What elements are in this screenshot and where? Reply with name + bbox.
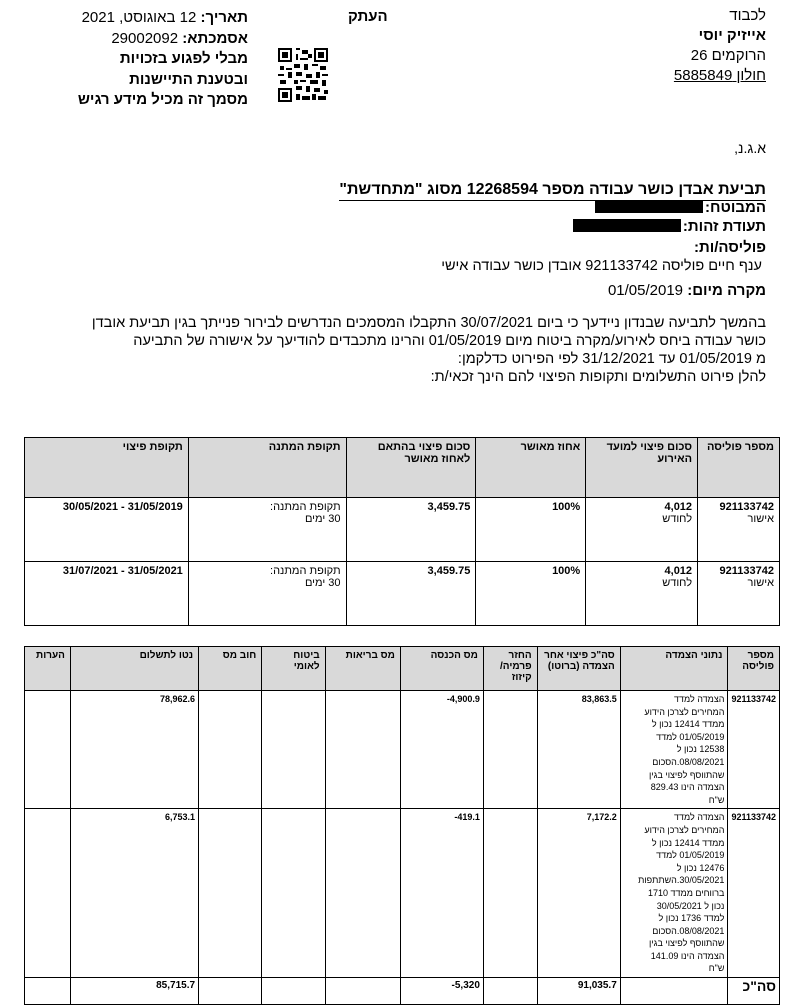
indexation-line: 08/08/2021.הסכום [652,925,725,936]
date-line [38,8,248,29]
policy-status: אישור [747,513,774,525]
tax-debt-cell [199,691,262,809]
income-tax-cell: 419.1- [400,809,483,978]
recipient-street: הרוקמים 26 [690,47,766,64]
column-header: החזר פרמיה/ קיזוז [483,647,537,691]
indexation-line: 08/08/2021.הסכום [652,756,725,767]
premium-refund-cell [483,691,537,809]
amount-value: 4,012 [664,501,693,513]
policy-cell [698,562,780,626]
indexation-line: שהתווסף לפיצוי בגין [648,938,725,949]
indexation-cell [620,691,728,809]
amount-value: 4,012 [664,565,693,577]
table-row [25,691,780,809]
notice-line-2: ובטענת התיישנות [129,70,248,88]
indexation-line: ממדד 12414 נכון ל [651,837,725,848]
health-tax-cell [325,809,400,978]
indexation-cell [620,809,728,978]
indexation-line: הצמדה למדד [673,694,725,704]
premium-refund-cell [483,809,537,978]
recipient-city-text: חולון 5885849 [673,67,766,84]
redaction-bar [573,219,681,232]
indexation-line: 12538 נכון ל [676,744,725,755]
indexation-line: ש"ח [708,963,725,974]
total-gross: 91,035.7 [537,978,620,1005]
policy-cell [698,498,780,562]
indexation-line: שהתווסף לפיצוי בגין [648,769,725,780]
column-header: סכום פיצוי למועד האירוע [586,438,698,498]
percent-cell: 100% [476,562,586,626]
net-cell: 6,753.1 [70,809,198,978]
indexation-line: 30/05/2021.השתתפות [638,875,725,886]
column-header: מספר פוליסה [698,438,780,498]
policy-label: פוליסה/ות: [693,239,766,256]
paragraph-line-2: כושר עבודה ביחס לאירוע/מקרה ביטוח מיום 01/05/2019 והרינו מתכבדים להודיעך על אישורה של התביעה [133,333,766,349]
period-cell [25,562,189,626]
greeting: א.ג.נ, [734,140,766,156]
notes-cell [25,691,71,809]
income-tax-cell: 4,900.9- [400,691,483,809]
gross-cell: 7,172.2 [537,809,620,978]
column-header: נטו לתשלום [70,647,198,691]
recipient-city [546,66,766,86]
letter-paragraph [6,314,766,386]
indexation-line: המחירים לצרכן הידוע [644,706,725,717]
net-cell: 78,962.6 [70,691,198,809]
policy-cell: 921133742 [728,809,780,978]
table-header-row [25,438,780,498]
policy-cell: 921133742 [728,691,780,809]
approved-amount-cell: 3,459.75 [346,498,476,562]
column-header: נתוני הצמדה [620,647,728,691]
tax-debt-cell [199,809,262,978]
total-income-tax: 5,320- [400,978,483,1005]
indexation-line: הצמדה הינו 141.09 [650,950,725,961]
column-header: תקופת המתנה [188,438,346,498]
waiting-cell [188,562,346,626]
policy-status: אישור [747,577,774,589]
policy-number: 921133742 [719,565,774,577]
reference-label: אסמכתא: [182,29,248,47]
total-net: 85,715.7 [70,978,198,1005]
amount-unit: לחודש [662,577,693,589]
approved-amount-cell: 3,459.75 [346,562,476,626]
waiting-cell [188,498,346,562]
notice-line-1: מבלי לפגוע בזכויות [119,50,248,67]
event-line [608,282,766,299]
redaction-bar [595,200,703,213]
column-header: מס בריאות [325,647,400,691]
column-header: מספר פוליסה [728,647,780,691]
event-value: 01/05/2019 [607,282,684,299]
waiting-label: תקופת המתנה: [270,565,341,577]
indexation-line: 12476 נכון ל [676,862,725,873]
period-value: 30/05/2021 - 31/05/2019 [62,501,183,513]
policy-number: 921133742 [719,501,774,513]
table-row [25,809,780,978]
policy-value: ענף חיים פוליסה 921133742 אובדן כושר עבודה אישי [441,258,762,274]
national-insurance-cell [262,691,325,809]
amount-cell [586,498,698,562]
indexation-line: ש"ח [708,794,725,805]
id-label: תעודת זהות: [682,218,766,235]
indexation-line: הצמדה הינו 829.43 [650,782,725,793]
compensation-table [24,437,780,626]
column-header: תקופת פיצוי [25,438,189,498]
column-header: הערות [25,647,71,691]
indexation-line: נכון ל 30/05/2021 [656,900,725,911]
gross-cell: 83,863.5 [537,691,620,809]
amount-unit: לחודש [662,513,693,525]
amount-cell [586,562,698,626]
indexation-line: המחירים לצרכן הידוע [644,824,725,835]
percent-cell: 100% [476,498,586,562]
column-header: מס הכנסה [400,647,483,691]
indexation-line: הצמדה למדד [673,812,725,823]
insured-label: המבוטח: [705,199,766,216]
indexation-line: ממדד 12414 נכון ל [651,719,725,730]
column-header: חוב מס [199,647,262,691]
column-header: ביטוח לאומי [262,647,325,691]
indexation-line: 01/05/2019 למדד [656,850,725,861]
id-line [573,218,766,235]
column-header: סכום פיצוי בהתאם לאחוז מאושר [346,438,476,498]
indexation-line: 01/05/2019 למדד [656,731,725,742]
reference-value: 29002092 [111,29,179,47]
paragraph-line-3: מ 01/05/2019 עד 31/12/2021 לפי הפירוט כדלקמן: [457,351,766,367]
waiting-value: 30 ימים [304,513,341,525]
total-label: סה"כ [728,978,780,1005]
date-label: תאריך: [200,9,248,26]
indexation-line: ברווחים ממדד 1710 [648,887,725,898]
qr-code-icon [278,48,328,102]
national-insurance-cell [262,809,325,978]
notice-line-3: מסמך זה מכיל מידע רגיש [77,91,248,108]
recipient-address [546,6,766,86]
table-row [25,562,780,626]
table-header-row [25,647,780,691]
paragraph-line-1: בהמשך לתביעה שבנדון ניידעך כי ביום 30/07/2021 התקבלו המסמכים הנדרשים לבירור פנייתך בגין תביעת אובדן [91,315,766,331]
waiting-label: תקופת המתנה: [270,501,341,513]
paragraph-line-4: להלן פירוט התשלומים ותקופות הפיצוי להם הינך זכאי/ת: [430,369,766,385]
copy-label: העתק [348,8,388,25]
letter-subject: תביעת אבדן כושר עבודה מספר 12268594 מסוג "מתחדשת" [339,181,766,201]
reference-line [38,29,248,50]
period-cell [25,498,189,562]
column-header: אחוז מאושר [476,438,586,498]
waiting-value: 30 ימים [304,577,341,589]
recipient-to-label: לכבוד [729,7,766,24]
table-row [25,498,780,562]
event-label: מקרה מיום: [687,282,766,299]
document-meta [38,8,248,111]
date-value: 12 באוגוסט, 2021 [81,9,197,26]
column-header: סה"כ פיצוי אחר הצמדה (ברוטו) [537,647,620,691]
notes-cell [25,809,71,978]
indexation-line: למדד 1736 נכון ל [658,913,725,924]
payments-table [24,646,780,1005]
insured-line [595,199,766,216]
health-tax-cell [325,691,400,809]
recipient-name: אייזיק יוסי [698,27,766,44]
period-value: 31/07/2021 - 31/05/2021 [62,565,183,577]
